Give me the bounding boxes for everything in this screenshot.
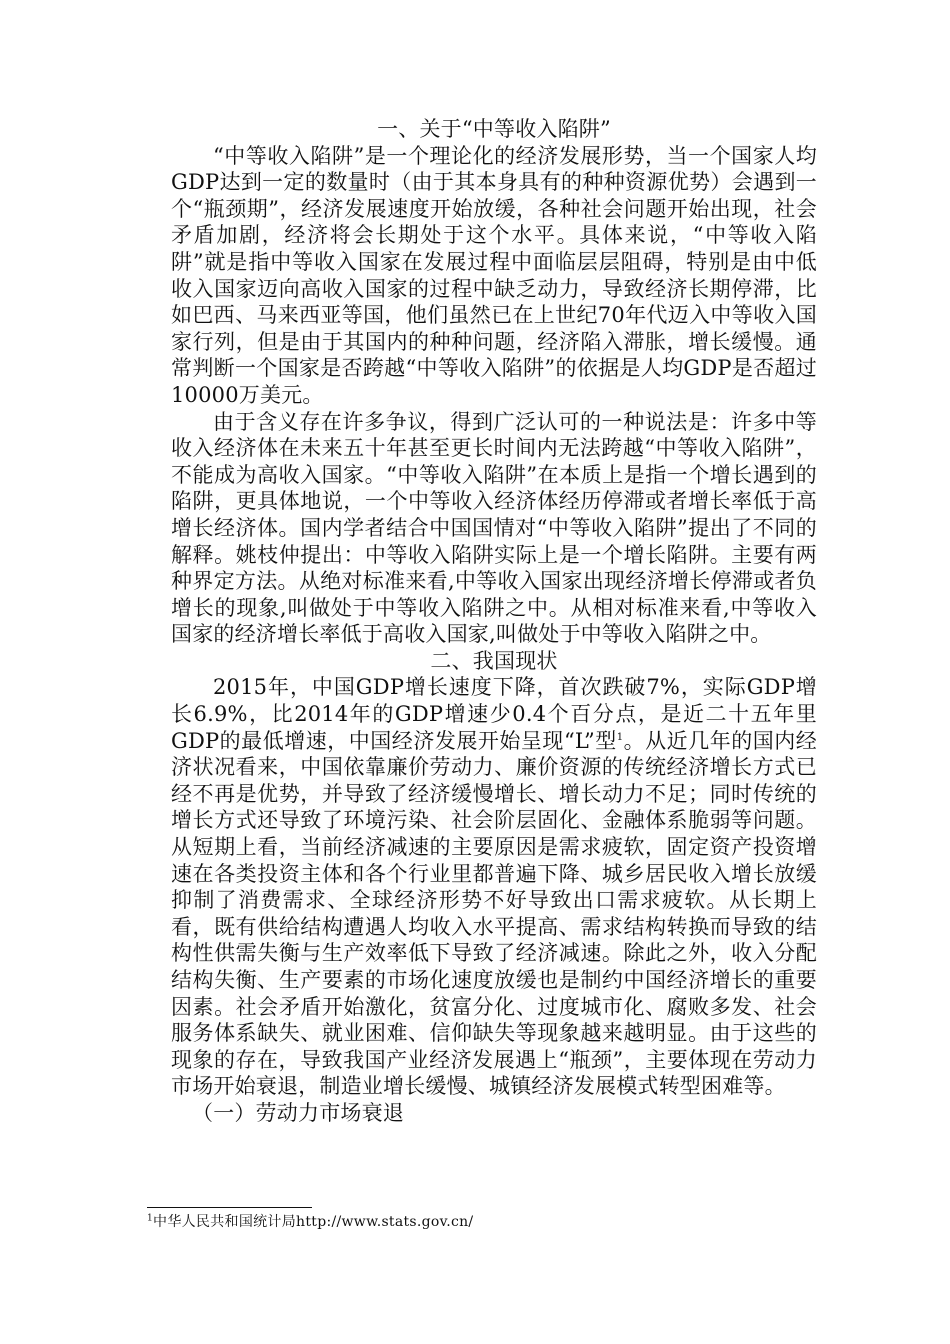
section-1-paragraph-2: 由于含义存在许多争议，得到广泛认可的一种说法是：许多中等收入经济体在未来五十年甚至更长时间内无法跨越“中等收入陷阱”，不能成为高收入国家。“中等收入陷阱”在本质上是指一个增长遇到的陷阱，更具体地说，一个中等收入经济体经历停滞或者增长率低于高增长经济体。国内学者结合中国国情对“中等收入陷阱”提出了不同的解释。姚枝仲提出：中等收入陷阱实际上是一个增长陷阱。主要有两种界定方法。从绝对标准来看,中等收入国家出现经济增长停滞或者负增长的现象,叫做处于中等收入陷阱之中。从相对标准来看,中等收入国家的经济增长率低于高收入国家,叫做处于中等收入陷阱之中。	[171, 409, 817, 647]
footnote-text[interactable]: 中华人民共和国统计局http://www.stats.gov.cn/	[153, 1214, 474, 1230]
footnote-reference-mark[interactable]: 1	[616, 731, 624, 743]
subsection-heading: （一）劳动力市场衰退	[192, 1100, 404, 1125]
footnote-divider	[147, 1207, 312, 1208]
footnote	[147, 1212, 473, 1232]
section-2-paragraph-1	[171, 674, 817, 1100]
footnote-mark: 1	[147, 1213, 154, 1224]
paragraph-text-after-note: 。从近几年的国内经济状况看来，中国依靠廉价劳动力、廉价资源的传统经济增长方式已经不再是优势，并导致了经济缓慢增长、增长动力不足；同时传统的增长方式还导致了环境污染、社会阶层固化、金融体系脆弱等问题。从短期上看，当前经济减速的主要原因是需求疲软，固定资产投资增速在各类投资主体和各个行业里都普遍下降、城乡居民收入增长放缓抑制了消费需求、全球经济形势不好导致出口需求疲软。从长期上看，既有供给结构遭遇人均收入水平提高、需求结构转换而导致的结构性供需失衡与生产效率低下导致了经济减速。除此之外，收入分配结构失衡、生产要素的市场化速度放缓也是制约中国经济增长的重要因素。社会矛盾开始激化，贫富分化、过度城市化、腐败多发、社会服务体系缺失、就业困难、信仰缺失等现象越来越明显。由于这些的现象的存在，导致我国产业经济发展遇上“瓶颈”，主要体现在劳动力市场开始衰退，制造业增长缓慢、城镇经济发展模式转型困难等。	[171, 728, 817, 1099]
paragraph-text-before-note: 2015年，中国GDP增长速度下降，首次跌破7%，实际GDP增长6.9%，比2014年的GDP增速少0.4个百分点，是近二十五年里GDP的最低增速，中国经济发展开始呈现“L”型	[171, 675, 817, 753]
section-1-paragraph-1: “中等收入陷阱”是一个理论化的经济发展形势，当一个国家人均GDP达到一定的数量时（由于其本身具有的种种资源优势）会遇到一个“瓶颈期”，经济发展速度开始放缓，各种社会问题开始出现，社会矛盾加剧，经济将会长期处于这个水平。具体来说，“中等收入陷阱”就是指中等收入国家在发展过程中面临层层阻碍，特别是由中低收入国家迈向高收入国家的过程中缺乏动力，导致经济长期停滞，比如巴西、马来西亚等国，他们虽然已在上世纪70年代迈入中等收入国家行列，但是由于其国内的种种问题，经济陷入滞胀，增长缓慢。通常判断一个国家是否跨越“中等收入陷阱”的依据是人均GDP是否超过10000万美元。	[171, 143, 817, 407]
section-2-heading: 二、我国现状	[430, 648, 558, 673]
section-1-heading: 一、关于“中等收入陷阱”	[377, 117, 611, 141]
document-body	[171, 116, 817, 1127]
